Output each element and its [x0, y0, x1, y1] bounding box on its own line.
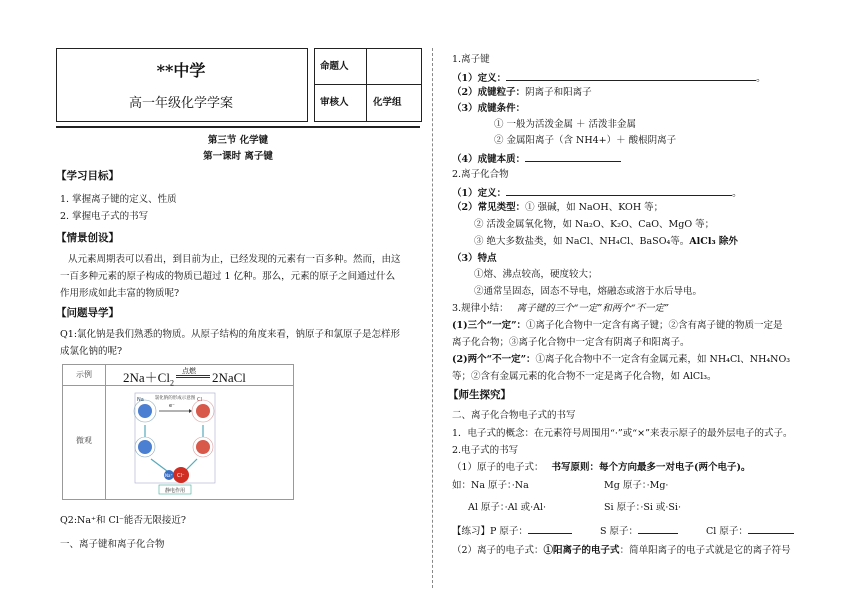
author-divider-h [314, 84, 421, 85]
q2-line: Q2:Na⁺和 Cl⁻能否无限接近? [60, 515, 186, 526]
h1-ionic-bond: 1.离子键 [452, 54, 490, 65]
diag-arrow-right [185, 459, 197, 471]
example-na: 如：Na 原子：·Na [452, 480, 529, 491]
cond-item-2: ② 金属阳离子（含 NH4+）＋ 酸根阴离子 [494, 135, 677, 146]
feat-item-1: ①熔、沸点较高，硬度较大； [474, 269, 598, 280]
q1-line: Q1:氯化钠是我们熟悉的物质。从原子结构的角度来看，钠原子和氯原子是怎样形 [60, 329, 401, 340]
na-label: Na [137, 397, 144, 403]
rule-a-line-1: ①离子化合物中一定含有离子键；②含有离子键的物质一定是 [526, 320, 783, 331]
q1-line: 成氯化钠的呢? [60, 346, 123, 357]
scene-line: 作用形成如此丰富的物质呢? [60, 288, 180, 299]
guide-title: 【问题导学】 [56, 307, 119, 319]
cl-atom-2 [196, 440, 210, 454]
h2-ionic-compound: 2.离子化合物 [452, 169, 509, 180]
part1-heading: 一、离子键和离子化合物 [60, 539, 165, 550]
equation-subscript: 2 [169, 378, 174, 388]
scene-title: 【情景创设】 [56, 232, 119, 244]
types-row-1 [452, 201, 663, 214]
nacl-diagram [123, 389, 223, 497]
def2-end: 。 [732, 188, 742, 199]
author-divider-v [366, 48, 367, 121]
atom-rule: 书写原则：每个方向最多一对电子(两个电子)。 [551, 462, 751, 473]
types-item-2: ② 活泼金属氧化物，如 Na₂O、K₂O、CaO、MgO 等； [474, 219, 715, 230]
goal-item: 1. 掌握离子键的定义、性质 [60, 194, 177, 205]
rule-b-line-2: 等；②含有金属元素的化合物不一定是离子化合物，如 AlCl₃。 [452, 371, 717, 382]
goal-item: 2. 掌握电子式的书写 [60, 211, 149, 222]
scene-line: 一百多种元素的原子构成的物质已超过 1 亿种。那么，元素的原子之间通过什么 [60, 271, 396, 282]
types-item-3-bold: AlCl₃ 除外 [689, 236, 738, 247]
particles-row [452, 86, 592, 99]
author-label: 命题人 [320, 61, 349, 72]
cl-ion-label: Cl⁻ [177, 473, 185, 479]
rule-a-line-2: 离子化合物；③离子化合物中一定含有阴离子和阳离子。 [452, 337, 690, 348]
column-divider [432, 48, 433, 588]
practice-row [452, 523, 572, 538]
def-row [452, 70, 766, 85]
equation-left: 2Na＋Cl [123, 370, 170, 385]
types-item-3: ③ 绝大多数盐类，如 NaCl、NH₄Cl、BaSO₄等。 [474, 236, 690, 247]
part2-heading: 二、离子化合物电子式的书写 [452, 410, 576, 421]
equation-condition: 点燃 [181, 367, 196, 375]
def2-row [452, 185, 742, 200]
ion-label: （2）离子的电子式： [452, 545, 544, 556]
rule-a-label: (1)三个“一定”： [452, 320, 527, 331]
figure-col-divider [105, 365, 106, 499]
def2-label: （1）定义： [452, 188, 507, 199]
goals-title: 【学习目标】 [56, 170, 119, 182]
bottom-tag: 静电作用 [164, 488, 186, 494]
example-si: Si 原子：·Si 或·Si· [604, 502, 681, 513]
nacl-figure [62, 364, 294, 500]
equation-right: 2NaCl [211, 370, 246, 385]
practice-s-row [600, 523, 678, 538]
rule-a-row [452, 319, 783, 332]
practice-s-label: S 原子： [600, 526, 639, 537]
particles-value: 阴离子和阳离子 [525, 87, 592, 98]
lesson-section: 第三节 化学键 [207, 135, 269, 146]
reviewer-group: 化学组 [373, 97, 402, 108]
example-al: Al 原子：·Al 或·Al· [468, 502, 547, 513]
essence-blank[interactable] [525, 151, 621, 162]
lesson-period: 第一课时 离子键 [203, 151, 273, 162]
ed-concept: 1．电子式的概念：在元素符号周围用“·”或“×”来表示原子的最外层电子的式子。 [452, 428, 793, 439]
cl-label: Cl [197, 397, 202, 403]
reviewer-label: 审核人 [320, 97, 349, 108]
equation-arrow [176, 367, 210, 378]
diag-arrow-left [151, 459, 167, 471]
header-subtitle: 高一年级化学学案 [128, 96, 233, 111]
na-atom-2 [138, 440, 152, 454]
rule-value: 离子键的三个“一定”和两个“不一定” [516, 303, 670, 314]
na-ion-label: Na⁺ [165, 473, 173, 478]
types-item-1: ① 强碱，如 NaOH、KOH 等； [525, 202, 664, 213]
practice-s-blank[interactable] [638, 523, 678, 534]
cond-item-1: ① 一般为活泼金属 ＋ 活泼非金属 [494, 119, 637, 130]
rule-row [452, 302, 669, 315]
def-label: （1）定义： [452, 73, 507, 84]
school-name: **中学 [156, 61, 206, 80]
rule-label: 3.规律小结： [452, 303, 509, 314]
atom-row [452, 461, 751, 474]
types-label: （2）常见类型： [452, 202, 526, 213]
feat-item-2: ②通常呈固态，固态不导电，熔融态或溶于水后导电。 [474, 286, 703, 297]
explore-title: 【师生探究】 [448, 389, 511, 401]
rule-b-line-1: ①离子化合物中不一定含有金属元素，如 NH₄Cl、NH₄NO₃ [535, 354, 791, 365]
cond-label: （3）成键条件： [452, 103, 526, 114]
caption-top: 氯化钠的形成示意图 [154, 396, 196, 401]
feat-label: （3）特点 [452, 253, 497, 264]
example-mg: Mg 原子：·Mg· [604, 480, 669, 491]
particles-label: （2）成键粒子： [452, 87, 526, 98]
def2-blank[interactable] [506, 185, 732, 196]
ion-bold: ①阳离子的电子式 [543, 545, 620, 556]
cl-atom [196, 404, 210, 418]
def-end: 。 [756, 73, 766, 84]
practice-p-blank[interactable] [528, 523, 572, 534]
types-row-3 [474, 235, 738, 248]
figure-row2-label: 微观 [76, 436, 92, 445]
ion-row [452, 544, 791, 557]
equation [123, 367, 246, 388]
ion-rest: ：简单阳离子的电子式就是它的离子符号 [619, 545, 791, 556]
scene-line: 从元素周期表可以看出，到目前为止，已经发现的元素有一百多种。然而，由这 [68, 254, 401, 265]
practice-cl-label: Cl 原子： [706, 526, 748, 537]
practice-label: 【练习】P 原子： [452, 526, 528, 537]
def-blank[interactable] [506, 70, 756, 81]
ed-writing: 2.电子式的书写 [452, 445, 519, 456]
practice-cl-blank[interactable] [748, 523, 794, 534]
electron-label: e⁻ [169, 403, 175, 409]
practice-cl-row [706, 523, 794, 538]
essence-row [452, 151, 621, 166]
header-rule [56, 126, 420, 128]
rule-b-label: (2)两个“不一定”： [452, 354, 536, 365]
figure-row1-label: 示例 [76, 370, 92, 379]
rule-b-row [452, 353, 790, 366]
na-atom [138, 404, 152, 418]
essence-label: （4）成键本质： [452, 154, 526, 165]
atom-label: （1）原子的电子式： [452, 462, 544, 473]
